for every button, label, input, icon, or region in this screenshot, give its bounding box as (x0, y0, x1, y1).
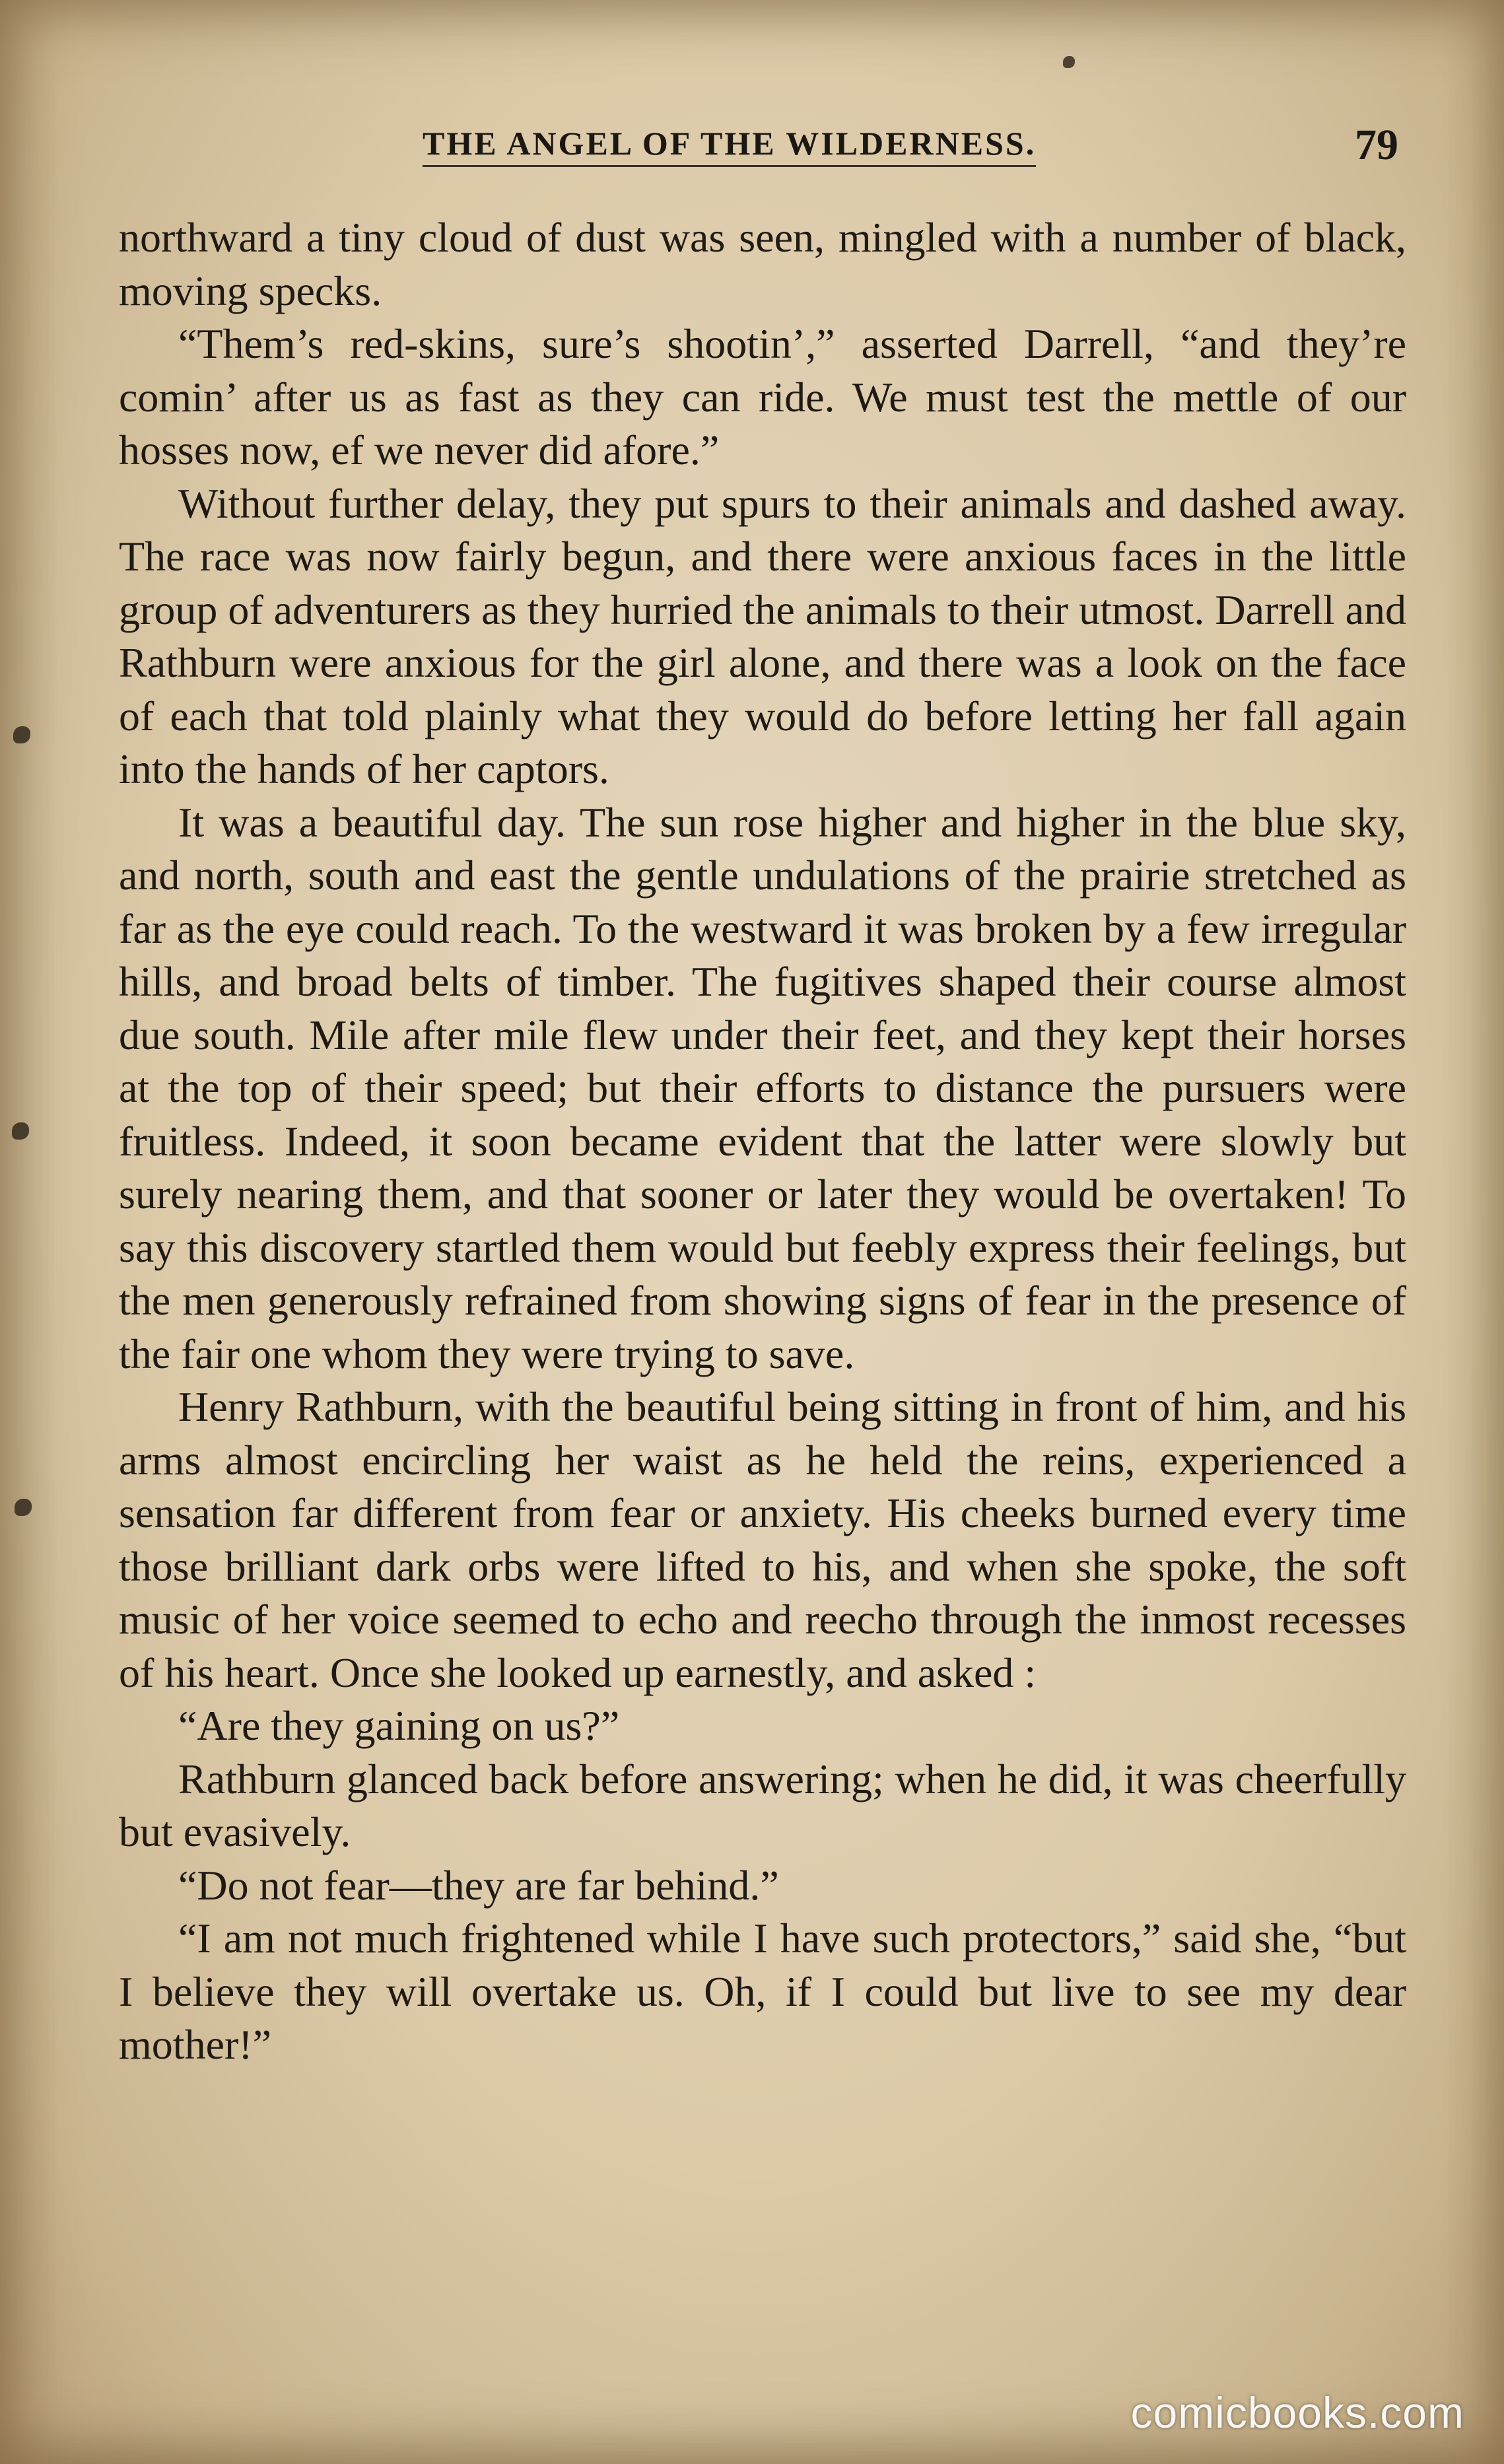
page-number: 79 (1355, 121, 1398, 169)
page-header (423, 112, 1398, 178)
paragraph: “Them’s red-skins, sure’s shootin’,” asserted Darrell, “and they’re comin’ after us as fast as they can ride. We must test the mettle of our hosses now, ef we never did afore.” (119, 320, 1406, 473)
running-head: THE ANGEL OF THE WILDERNESS. (423, 124, 1036, 167)
paragraph: “Are they gaining on us?” (178, 1702, 620, 1749)
paragraph: It was a beautiful day. The sun rose higher and higher in the blue sky, and north, south and east the gentle undulations of the prairie stretched as far as the eye could reach. To the westward it was broken by a few irregular hills, and broad belts of timber. The fugitives shaped their course almost due south. Mile after mile flew under their feet, and they kept their horses at the top of their speed; but their efforts to distance the pursuers were fruitless. Indeed, it soon became evident that the latter were slowly but surely nearing them, and that sooner or later they would be overtaken! To say this discovery startled them would but feebly express their feelings, but the men generously refrained from showing signs of fear in the presence of the fair one whom they were trying to save. (119, 798, 1406, 1377)
paragraph: Without further delay, they put spurs to their animals and dashed away. The race was now fairly begun, and there were anxious faces in the little group of adventurers as they hurried the animals to their utmost. Darrell and Rathburn were anxious for the girl alone, and there was a look on the face of each that told plainly what they would do before letting her fall again into the hands of her captors. (119, 479, 1406, 792)
paragraph: “I am not much frightened while I have such protectors,” said she, “but I believe they will overtake us. Oh, if I could but live to see my dear mother!” (119, 1915, 1406, 2068)
page-damage-mark (13, 726, 30, 743)
paragraph: Rathburn glanced back before answering; when he did, it was cheerfully but evasively. (119, 1755, 1406, 1855)
paragraph: northward a tiny cloud of dust was seen, mingled with a number of black, moving specks. (119, 214, 1406, 314)
watermark: comicbooks.com (1130, 2388, 1464, 2437)
body-text (119, 211, 1406, 2072)
page-damage-mark (12, 1122, 29, 1140)
paragraph: Henry Rathburn, with the beautiful being sitting in front of him, and his arms almost encircling her waist as he held the reins, experienced a sensation far different from fear or anxiety. His cheeks burned every time those brilliant dark orbs were lifted to his, and when she spoke, the soft music of her voice seemed to echo and reecho through the inmost recesses of his heart. Once she looked up earnestly, and asked : (119, 1383, 1406, 1696)
page-damage-mark (1063, 56, 1075, 68)
page-damage-mark (15, 1499, 32, 1516)
paragraph: “Do not fear—they are far behind.” (178, 1861, 779, 1909)
